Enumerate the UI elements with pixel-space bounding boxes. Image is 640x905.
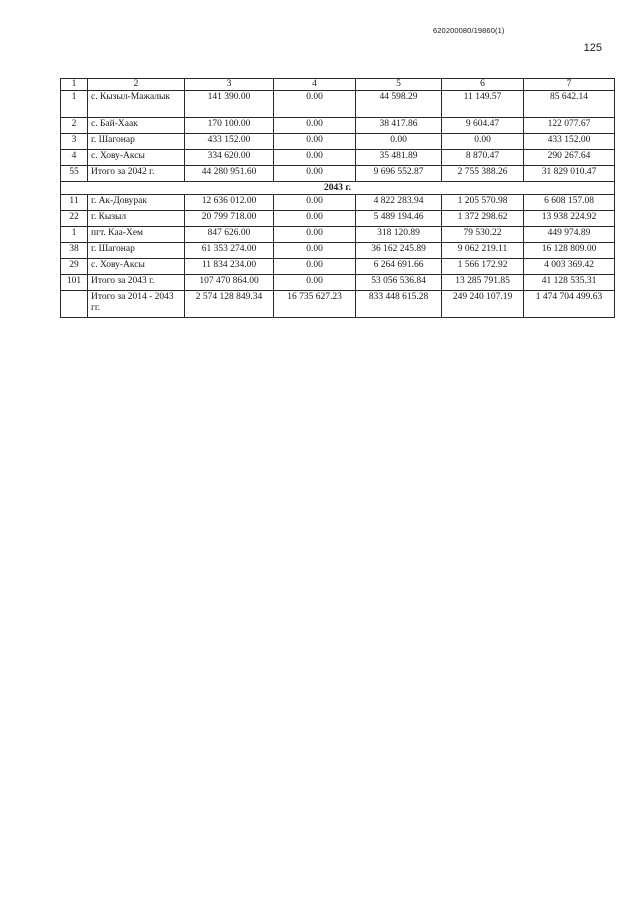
settlement-name: г. Ак-Довурак bbox=[88, 195, 185, 211]
value-cell: 0.00 bbox=[274, 195, 356, 211]
value-cell: 318 120.89 bbox=[356, 227, 442, 243]
value-cell: 847 626.00 bbox=[185, 227, 274, 243]
value-cell: 38 417.86 bbox=[356, 118, 442, 134]
column-header: 7 bbox=[524, 79, 615, 91]
table-row bbox=[61, 134, 615, 150]
column-header: 5 bbox=[356, 79, 442, 91]
table-row bbox=[61, 243, 615, 259]
value-cell: 0.00 bbox=[274, 91, 356, 118]
value-cell: 36 162 245.89 bbox=[356, 243, 442, 259]
value-cell: 31 829 010.47 bbox=[524, 166, 615, 182]
value-cell: 249 240 107.19 bbox=[442, 291, 524, 318]
value-cell: 1 372 298.62 bbox=[442, 211, 524, 227]
value-cell: 6 608 157.08 bbox=[524, 195, 615, 211]
value-cell: 4 822 283.94 bbox=[356, 195, 442, 211]
row-number: 3 bbox=[61, 134, 88, 150]
value-cell: 449 974.89 bbox=[524, 227, 615, 243]
data-table bbox=[60, 78, 615, 318]
value-cell: 0.00 bbox=[442, 134, 524, 150]
value-cell: 61 353 274.00 bbox=[185, 243, 274, 259]
value-cell: 0.00 bbox=[356, 134, 442, 150]
row-number: 1 bbox=[61, 227, 88, 243]
value-cell: 4 003 369.42 bbox=[524, 259, 615, 275]
value-cell: 11 834 234.00 bbox=[185, 259, 274, 275]
row-number: 29 bbox=[61, 259, 88, 275]
value-cell: 9 062 219.11 bbox=[442, 243, 524, 259]
value-cell: 2 755 388.26 bbox=[442, 166, 524, 182]
value-cell: 5 489 194.46 bbox=[356, 211, 442, 227]
total-label: Итого за 2043 г. bbox=[88, 275, 185, 291]
value-cell: 13 938 224.92 bbox=[524, 211, 615, 227]
settlement-name: с. Бай-Хаак bbox=[88, 118, 185, 134]
value-cell: 1 205 570.98 bbox=[442, 195, 524, 211]
table-row bbox=[61, 91, 615, 118]
table-row bbox=[61, 118, 615, 134]
value-cell: 12 636 012.00 bbox=[185, 195, 274, 211]
value-cell: 0.00 bbox=[274, 227, 356, 243]
value-cell: 16 735 627.23 bbox=[274, 291, 356, 318]
year-heading: 2043 г. bbox=[61, 182, 615, 195]
row-number: 38 bbox=[61, 243, 88, 259]
row-number: 101 bbox=[61, 275, 88, 291]
value-cell: 44 280 951.60 bbox=[185, 166, 274, 182]
value-cell: 2 574 128 849.34 bbox=[185, 291, 274, 318]
settlement-name: с. Хову-Аксы bbox=[88, 150, 185, 166]
value-cell: 107 470 864.00 bbox=[185, 275, 274, 291]
row-number: 1 bbox=[61, 91, 88, 118]
value-cell: 53 056 536.84 bbox=[356, 275, 442, 291]
value-cell: 16 128 809.00 bbox=[524, 243, 615, 259]
column-header: 3 bbox=[185, 79, 274, 91]
value-cell: 0.00 bbox=[274, 243, 356, 259]
value-cell: 122 077.67 bbox=[524, 118, 615, 134]
row-number: 11 bbox=[61, 195, 88, 211]
value-cell: 170 100.00 bbox=[185, 118, 274, 134]
table-row bbox=[61, 227, 615, 243]
value-cell: 1 474 704 499.63 bbox=[524, 291, 615, 318]
document-id: 620200080/19860(1) bbox=[433, 26, 505, 35]
value-cell: 833 448 615.28 bbox=[356, 291, 442, 318]
year-section-row bbox=[61, 182, 615, 195]
value-cell: 85 642.14 bbox=[524, 91, 615, 118]
value-cell: 41 128 535.31 bbox=[524, 275, 615, 291]
table-row-total bbox=[61, 166, 615, 182]
value-cell: 13 285 791.85 bbox=[442, 275, 524, 291]
value-cell: 35 481.89 bbox=[356, 150, 442, 166]
table-row bbox=[61, 195, 615, 211]
grand-total-label: Итого за 2014 - 2043 гг. bbox=[88, 291, 185, 318]
value-cell: 79 530.22 bbox=[442, 227, 524, 243]
total-label: Итого за 2042 г. bbox=[88, 166, 185, 182]
settlement-name: пгт. Каа-Хем bbox=[88, 227, 185, 243]
value-cell: 433 152.00 bbox=[185, 134, 274, 150]
page-number: 125 bbox=[583, 42, 602, 54]
value-cell: 6 264 691.66 bbox=[356, 259, 442, 275]
value-cell: 9 696 552.87 bbox=[356, 166, 442, 182]
column-header: 6 bbox=[442, 79, 524, 91]
settlement-name: г. Шагонар bbox=[88, 134, 185, 150]
value-cell: 20 799 718.00 bbox=[185, 211, 274, 227]
header-row bbox=[61, 79, 615, 91]
value-cell: 9 604.47 bbox=[442, 118, 524, 134]
value-cell: 0.00 bbox=[274, 211, 356, 227]
value-cell: 0.00 bbox=[274, 150, 356, 166]
value-cell: 433 152.00 bbox=[524, 134, 615, 150]
settlement-name: с. Кызыл-Мажалык bbox=[88, 91, 185, 118]
table-row bbox=[61, 211, 615, 227]
value-cell: 141 390.00 bbox=[185, 91, 274, 118]
column-header: 1 bbox=[61, 79, 88, 91]
value-cell: 44 598.29 bbox=[356, 91, 442, 118]
row-number: 22 bbox=[61, 211, 88, 227]
value-cell: 0.00 bbox=[274, 118, 356, 134]
row-number: 2 bbox=[61, 118, 88, 134]
value-cell: 334 620.00 bbox=[185, 150, 274, 166]
column-header: 2 bbox=[88, 79, 185, 91]
row-number: 4 bbox=[61, 150, 88, 166]
value-cell: 0.00 bbox=[274, 134, 356, 150]
value-cell: 0.00 bbox=[274, 275, 356, 291]
settlement-name: г. Шагонар bbox=[88, 243, 185, 259]
value-cell: 8 870.47 bbox=[442, 150, 524, 166]
table-row bbox=[61, 150, 615, 166]
value-cell: 1 566 172.92 bbox=[442, 259, 524, 275]
value-cell: 0.00 bbox=[274, 259, 356, 275]
column-header: 4 bbox=[274, 79, 356, 91]
settlement-name: г. Кызыл bbox=[88, 211, 185, 227]
table-row-total bbox=[61, 275, 615, 291]
table-row-grand-total bbox=[61, 291, 615, 318]
table-row bbox=[61, 259, 615, 275]
row-number bbox=[61, 291, 88, 318]
settlement-name: с. Хову-Аксы bbox=[88, 259, 185, 275]
value-cell: 11 149.57 bbox=[442, 91, 524, 118]
value-cell: 0.00 bbox=[274, 166, 356, 182]
row-number: 55 bbox=[61, 166, 88, 182]
value-cell: 290 267.64 bbox=[524, 150, 615, 166]
